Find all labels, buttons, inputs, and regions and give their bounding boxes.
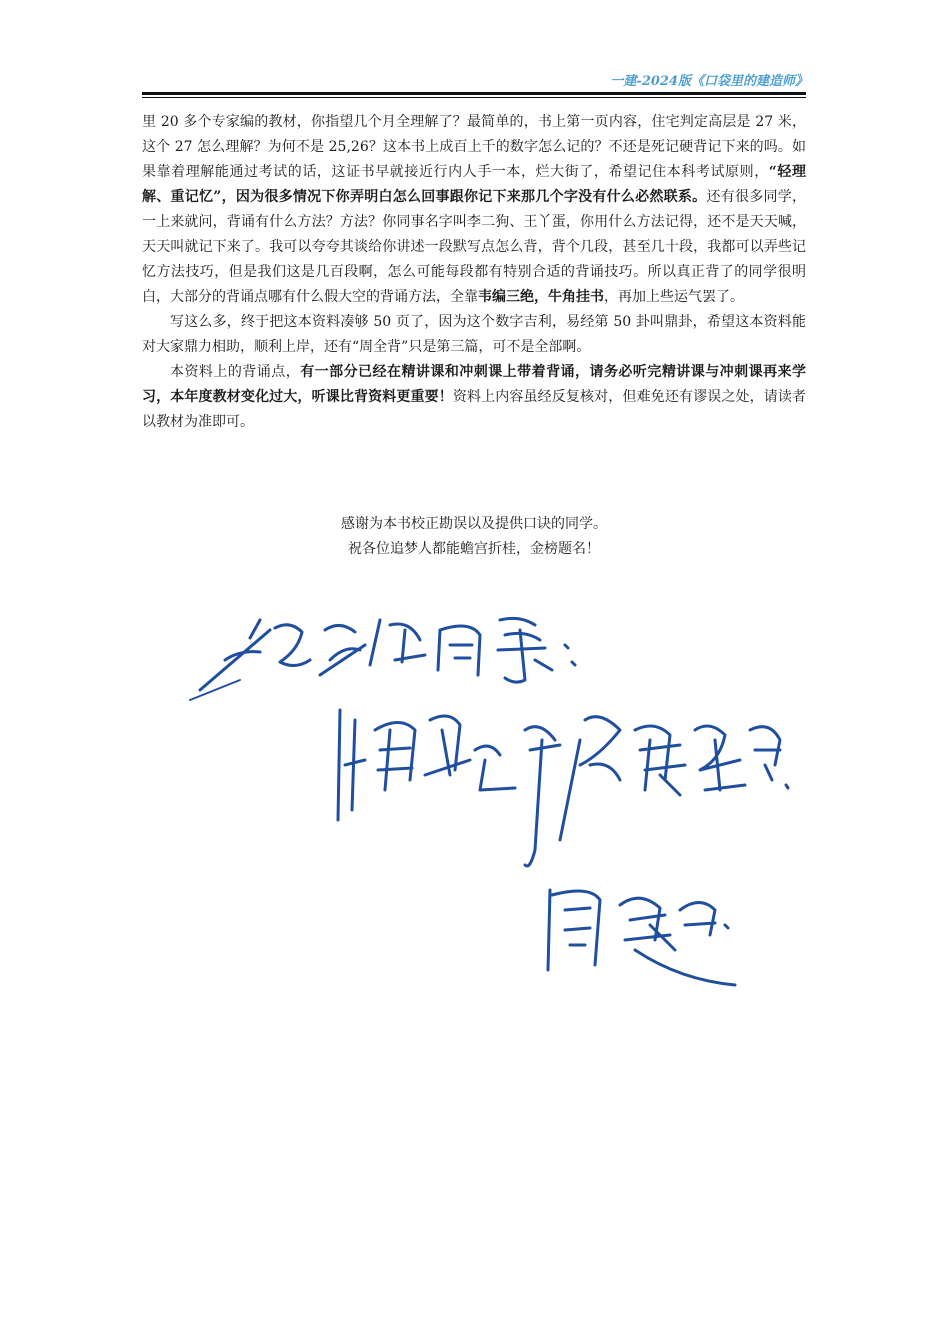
paragraph-3-text-c: 资料上内容虽经反复核对，但难免还有谬误之处，请读者以教材为准即可。 xyxy=(142,389,807,430)
paragraph-3-bold-notice: 有一部分已经在精讲课和冲刺课上带着背诵，请务必听完精讲课与冲刺课再来学习，本年度教材变化过大，听课比背资料更重要！ xyxy=(142,364,806,405)
paragraph-1-text-e: ，再加上些运气罢了。 xyxy=(604,289,744,305)
header-rule-thin xyxy=(142,97,806,98)
paragraph-2: 写这么多，终于把这本资料凑够 50 页了，因为这个数字吉利，易经第 50 卦叫鼎卦，希望这本资料能对大家鼎力相助，顺利上岸，还有“周全背”只是第三篇，可不是全部啊。 xyxy=(142,314,806,355)
thanks-block xyxy=(142,512,806,562)
paragraph-1-bold-idiom: 韦编三绝，牛角挂书 xyxy=(478,289,604,305)
signature-ink xyxy=(190,618,788,985)
paragraph-1-text-a: 里 20 多个专家编的教材，你指望几个月全理解了？最简单的，书上第一页内容，住宅判定高层是 27 米，这个 27 怎么理解？为何不是 25,26？这本书上成百上千的数字怎么记的？不还是死记硬背记下来的吗。如果靠着理解能通过考试的话，这证书早就接近行内人手一本，烂大街了，希望记住本科考试原则， xyxy=(142,114,806,180)
header-rule xyxy=(142,92,806,95)
handwritten-signature xyxy=(180,590,800,1010)
header-title: 一建-2024版《口袋里的建造师》 xyxy=(610,74,808,89)
body-text xyxy=(142,110,806,435)
thanks-line-1: 感谢为本书校正勘误以及提供口诀的同学。 xyxy=(341,516,607,532)
paragraph-1-text-c: 还有很多同学，一上来就问，背诵有什么方法？方法？你同事名字叫李二狗、王丫蛋，你用什么方法记得，还不是天天喊，天天叫就记下来了。我可以夸夸其谈给你讲述一段默写点怎么背，背个几段，甚至几十段，我都可以弄些记忆方法技巧，但是我们这是几百段啊，怎么可能每段都有特别合适的背诵技巧。所以真正背了的同学很明白，大部分的背诵点哪有什么假大空的背诵方法，全靠 xyxy=(142,189,806,305)
paragraph-3 xyxy=(142,360,806,435)
paragraph-1 xyxy=(142,110,806,310)
paragraph-1-bold-principle: “轻理解、重记忆”，因为很多情况下你弄明白怎么回事跟你记下来那几个字没有什么必然联系。 xyxy=(142,164,807,205)
paragraph-3-text-a: 本资料上的背诵点， xyxy=(170,364,301,380)
thanks-line-2: 祝各位追梦人都能蟾宫折桂，金榜题名！ xyxy=(348,541,600,557)
